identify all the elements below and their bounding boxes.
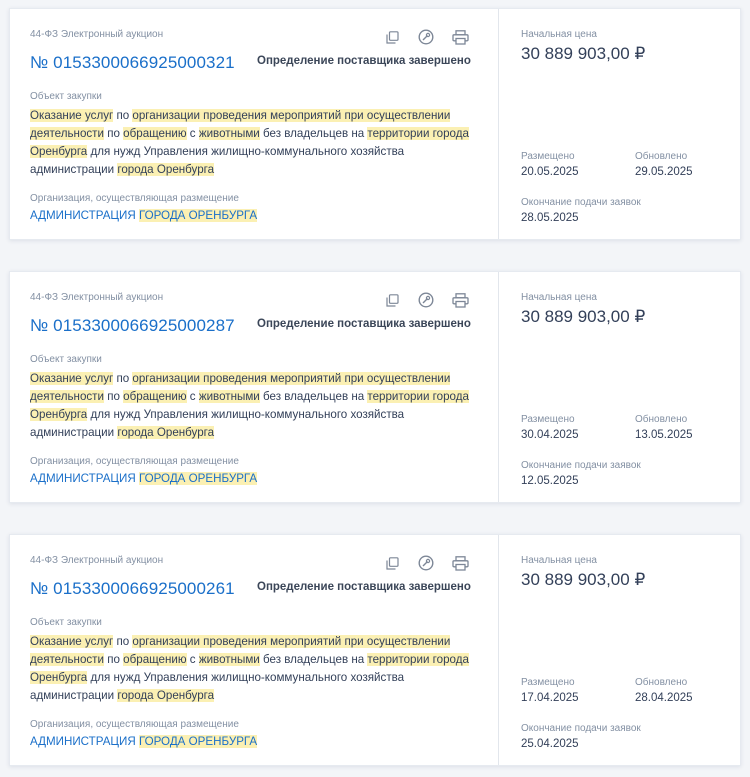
- subject-part: с: [186, 127, 199, 140]
- subject-part: по: [113, 109, 133, 122]
- subject-part: города Оренбурга: [117, 163, 215, 176]
- eye-icon[interactable]: [416, 554, 436, 572]
- deadline-date: 25.04.2025: [521, 738, 579, 750]
- card-actions: [382, 291, 470, 309]
- updated-label: Обновлено: [635, 151, 688, 162]
- organization-link[interactable]: [30, 472, 257, 485]
- eye-icon[interactable]: [416, 291, 436, 309]
- subject-part: по: [113, 635, 133, 648]
- subject-label: Объект закупки: [30, 354, 102, 365]
- subject-part: без владельцев на: [259, 127, 368, 140]
- card-side: [498, 272, 740, 502]
- placed-label: Размещено: [521, 677, 575, 688]
- subject-part: без владельцев на: [259, 653, 368, 666]
- price-value: 30 889 903,00 ₽: [521, 307, 646, 326]
- card-side: [498, 535, 740, 765]
- card-side: [498, 9, 740, 239]
- organization-link[interactable]: [30, 209, 257, 222]
- subject-part: обращению: [123, 653, 187, 666]
- procurement-type: 44-ФЗ Электронный аукцион: [30, 29, 164, 40]
- print-icon[interactable]: [450, 28, 470, 46]
- deadline-label: Окончание подачи заявок: [521, 723, 641, 734]
- subject-text: [30, 370, 480, 442]
- org-part: АДМИНИСТРАЦИЯ: [30, 209, 139, 222]
- status-text: Определение поставщика завершено: [257, 581, 471, 593]
- subject-part: организации проведения мероприятий при осуществлении деятельности: [30, 635, 451, 666]
- subject-part: территории города Оренбурга: [30, 390, 469, 421]
- purchase-number-link[interactable]: № 0153300066925000321: [30, 53, 235, 72]
- organization-link[interactable]: [30, 735, 257, 748]
- status-text: Определение поставщика завершено: [257, 55, 471, 67]
- org-label: Организация, осуществляющая размещение: [30, 456, 239, 467]
- placed-label: Размещено: [521, 414, 575, 425]
- copy-icon[interactable]: [382, 28, 402, 46]
- subject-part: Оказание услуг: [30, 635, 114, 648]
- deadline-label: Окончание подачи заявок: [521, 460, 641, 471]
- price-label: Начальная цена: [521, 555, 597, 566]
- placed-date: 17.04.2025: [521, 692, 579, 704]
- subject-part: организации проведения мероприятий при осуществлении деятельности: [30, 372, 451, 403]
- price-value: 30 889 903,00 ₽: [521, 44, 646, 63]
- subject-part: для нужд Управления жилищно-коммунального хозяйства администрации: [30, 408, 405, 439]
- placed-date: 30.04.2025: [521, 429, 579, 441]
- card-main: [10, 535, 498, 765]
- placed-date: 20.05.2025: [521, 166, 579, 178]
- subject-text: [30, 633, 480, 705]
- subject-part: без владельцев на: [259, 390, 368, 403]
- org-part: АДМИНИСТРАЦИЯ: [30, 735, 139, 748]
- subject-part: Оказание услуг: [30, 372, 114, 385]
- subject-part: обращению: [123, 390, 187, 403]
- copy-icon[interactable]: [382, 554, 402, 572]
- subject-part: по: [113, 372, 133, 385]
- subject-part: по: [103, 653, 124, 666]
- subject-part: с: [186, 390, 199, 403]
- status-text: Определение поставщика завершено: [257, 318, 471, 330]
- org-part: ГОРОДА ОРЕНБУРГА: [138, 472, 258, 485]
- subject-part: по: [103, 390, 124, 403]
- subject-label: Объект закупки: [30, 617, 102, 628]
- print-icon[interactable]: [450, 291, 470, 309]
- print-icon[interactable]: [450, 554, 470, 572]
- org-part: АДМИНИСТРАЦИЯ: [30, 472, 139, 485]
- purchase-number-link[interactable]: № 0153300066925000261: [30, 579, 235, 598]
- subject-part: Оказание услуг: [30, 109, 114, 122]
- price-label: Начальная цена: [521, 29, 597, 40]
- subject-part: по: [103, 127, 124, 140]
- org-part: ГОРОДА ОРЕНБУРГА: [138, 735, 258, 748]
- subject-part: обращению: [123, 127, 187, 140]
- subject-label: Объект закупки: [30, 91, 102, 102]
- card-actions: [382, 28, 470, 46]
- subject-part: территории города Оренбурга: [30, 127, 469, 158]
- purchase-card: [9, 271, 741, 503]
- purchase-card: [9, 8, 741, 240]
- updated-date: 13.05.2025: [635, 429, 693, 441]
- subject-part: для нужд Управления жилищно-коммунального хозяйства администрации: [30, 145, 405, 176]
- subject-part: с: [186, 653, 199, 666]
- card-main: [10, 9, 498, 239]
- updated-label: Обновлено: [635, 414, 688, 425]
- copy-icon[interactable]: [382, 291, 402, 309]
- subject-part: города Оренбурга: [117, 689, 215, 702]
- org-label: Организация, осуществляющая размещение: [30, 193, 239, 204]
- updated-label: Обновлено: [635, 677, 688, 688]
- subject-part: животными: [198, 127, 260, 140]
- purchase-card: [9, 534, 741, 766]
- purchase-number-link[interactable]: № 0153300066925000287: [30, 316, 235, 335]
- org-label: Организация, осуществляющая размещение: [30, 719, 239, 730]
- price-value: 30 889 903,00 ₽: [521, 570, 646, 589]
- subject-text: [30, 107, 480, 179]
- deadline-date: 28.05.2025: [521, 212, 579, 224]
- subject-part: животными: [198, 653, 260, 666]
- subject-part: города Оренбурга: [117, 426, 215, 439]
- procurement-type: 44-ФЗ Электронный аукцион: [30, 555, 164, 566]
- updated-date: 28.04.2025: [635, 692, 693, 704]
- subject-part: животными: [198, 390, 260, 403]
- deadline-date: 12.05.2025: [521, 475, 579, 487]
- subject-part: для нужд Управления жилищно-коммунального хозяйства администрации: [30, 671, 405, 702]
- deadline-label: Окончание подачи заявок: [521, 197, 641, 208]
- card-main: [10, 272, 498, 502]
- subject-part: территории города Оренбурга: [30, 653, 469, 684]
- card-actions: [382, 554, 470, 572]
- placed-label: Размещено: [521, 151, 575, 162]
- price-label: Начальная цена: [521, 292, 597, 303]
- procurement-type: 44-ФЗ Электронный аукцион: [30, 292, 164, 303]
- updated-date: 29.05.2025: [635, 166, 693, 178]
- org-part: ГОРОДА ОРЕНБУРГА: [138, 209, 258, 222]
- subject-part: организации проведения мероприятий при осуществлении деятельности: [30, 109, 451, 140]
- eye-icon[interactable]: [416, 28, 436, 46]
